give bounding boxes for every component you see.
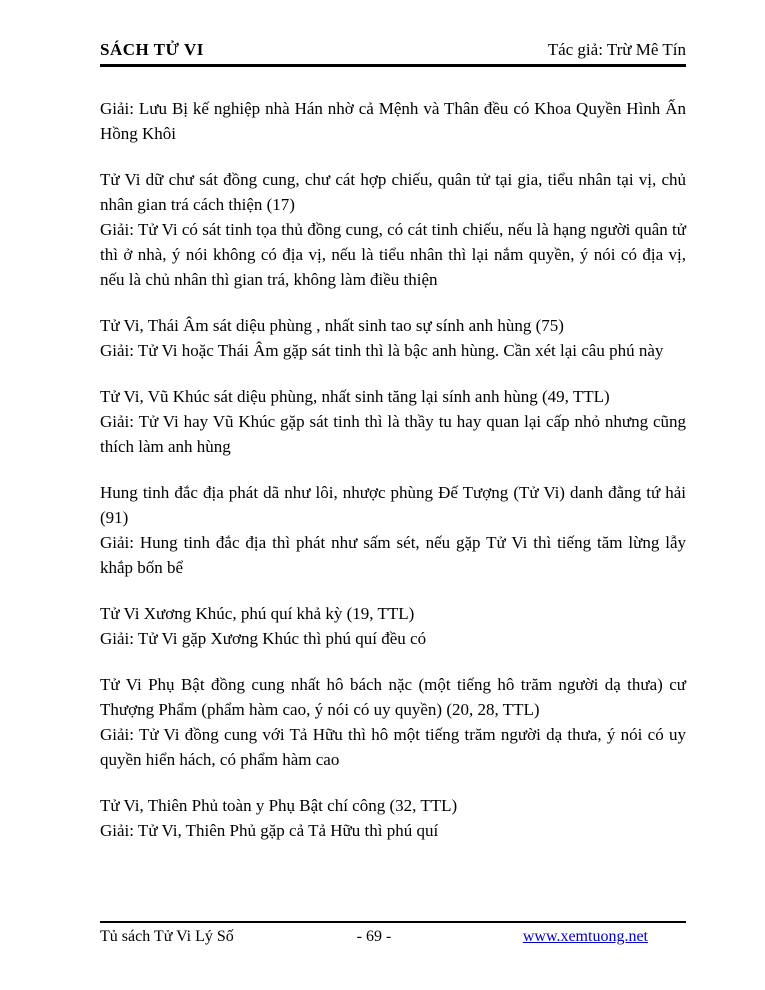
paragraph-explanation: Giải: Hung tinh đắc địa thì phát như sấm sét, nếu gặp Tử Vi thì tiếng tăm lừng lẫy khắp bốn bể (100, 533, 686, 577)
paragraph-explanation: Giải: Tử Vi có sát tinh tọa thủ đồng cung, có cát tinh chiếu, nếu là hạng người quân tử thì ở nhà, ý nói không có địa vị, nếu là tiểu nhân thì lại nắm quyền, ý nói có địa vị, nếu là chủ nhân thì gian trá, không làm điều thiện (100, 220, 686, 289)
page-body (100, 96, 686, 843)
paragraph-explanation: Giải: Tử Vi hay Vũ Khúc gặp sát tinh thì là thầy tu hay quan lại cấp nhỏ nhưng cũng thích làm anh hùng (100, 412, 686, 456)
paragraph-explanation: Giải: Tử Vi gặp Xương Khúc thì phú quí đều có (100, 629, 427, 648)
header-book-title: SÁCH TỬ VI (100, 40, 204, 59)
footer-website-link[interactable]: www.xemtuong.net (522, 928, 648, 945)
paragraph-explanation: Giải: Tử Vi đồng cung với Tả Hữu thì hô một tiếng trăm người dạ thưa, ý nói có uy quyền hiển hách, có phẩm hàm cao (100, 725, 686, 769)
paragraph-verse: Tử Vi Xương Khúc, phú quí khả kỳ (19, TTL) (100, 604, 415, 623)
paragraph-verse: Tử Vi, Thiên Phủ toàn y Phụ Bật chí công (32, TTL) (100, 796, 458, 815)
footer-series-title: Tủ sách Tử Vi Lý Số (100, 928, 234, 945)
paragraph-verse: Tử Vi dữ chư sát đồng cung, chư cát hợp chiếu, quân tử tại gia, tiểu nhân tại vị, chủ nhân gian trá cách thiện (17) (100, 170, 686, 214)
paragraph-explanation: Giải: Tử Vi hoặc Thái Âm gặp sát tinh thì là bậc anh hùng. Cần xét lại câu phú này (100, 341, 664, 360)
paragraph-verse: Tử Vi, Thái Âm sát diệu phùng , nhất sinh tao sự sính anh hùng (75) (100, 316, 564, 335)
page-header (100, 40, 686, 67)
header-author: Tác giả: Trừ Mê Tín (547, 40, 686, 59)
page-footer (100, 921, 686, 947)
paragraph-explanation: Giải: Tử Vi, Thiên Phủ gặp cả Tả Hữu thì phú quí (100, 821, 439, 840)
paragraph-explanation: Giải: Lưu Bị kế nghiệp nhà Hán nhờ cả Mệnh và Thân đều có Khoa Quyền Hình Ấn Hồng Khôi (100, 99, 686, 143)
paragraph-verse: Tử Vi Phụ Bật đồng cung nhất hô bách nặc (một tiếng hô trăm người dạ thưa) cư Thượng Phẩm (phẩm hàm cao, ý nói có uy quyền) (20, 28, TTL) (100, 675, 686, 719)
footer-page-number: - 69 - (356, 928, 392, 945)
paragraph-verse: Hung tinh đắc địa phát dã như lôi, nhược phùng Đế Tượng (Tử Vi) danh đằng tứ hải (91) (100, 483, 686, 527)
paragraph-verse: Tử Vi, Vũ Khúc sát diệu phùng, nhất sinh tăng lại sính anh hùng (49, TTL) (100, 387, 610, 406)
